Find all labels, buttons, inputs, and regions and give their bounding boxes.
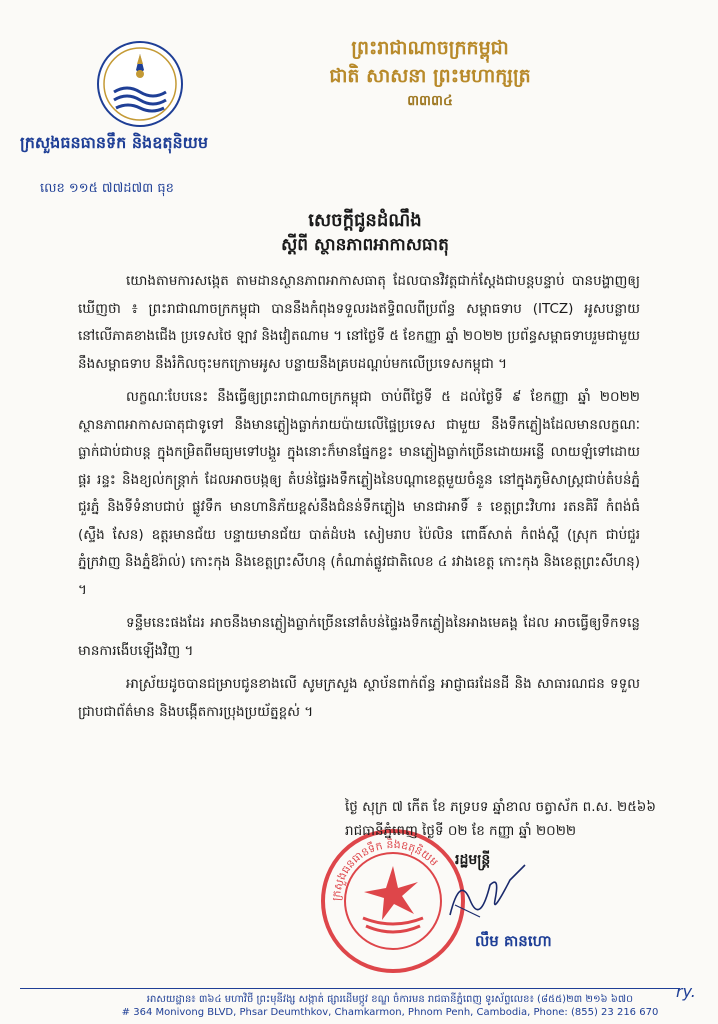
paragraph: យោងតាមការសង្កេត តាមដានស្ថានភាពអាកាសធាតុ ដែលបានវិវត្តជាក់ស្ដែងជាបន្តបន្ទាប់ បានបង្ហាញឲ្យឃើញថា ៖ ព្រះរាជាណាចក្រកម្ពុជា បាននឹងកំពុងទទួលរងឥទ្ធិពលពីប្រព័ន្ធ សម្ពាធទាប (ITCZ) អូសបន្លាយនៅលើភាគខាងជើង ប្រទេសថៃ ឡាវ និងវៀតណាម ។ នៅថ្ងៃទី ៥ ខែកញ្ញា ឆ្នាំ ២០២២ ប្រព័ន្ធសម្ពាធទាបរួមជាមួយនឹងសម្ពាធទាប នឹងរំកិលចុះមកក្រោមអូស បន្លាយនឹងគ្របដណ្ដប់មកលើប្រទេសកម្ពុជា ។ bbox=[78, 273, 640, 372]
signer-name: លឹម គានហោ bbox=[475, 932, 552, 950]
paragraph: ទន្ទឹមនេះផងដែរ អាចនឹងមានភ្លៀងធ្លាក់ច្រើននៅតំបន់ផ្ទៃរងទឹកភ្លៀងនៃអាងមេគង្គ ដែល អាចធ្វើឲ្យទឹកទន្លេ មានការងើបឡើងវិញ ។ bbox=[78, 615, 640, 659]
ministry-logo-icon bbox=[96, 40, 184, 128]
paragraph: អាស្រ័យដូចបានជម្រាបជូនខាងលើ សូមក្រសួង ស្ថាប័នពាក់ព័ន្ធ អាជ្ញាធរដែនដី និង សាធារណជន ទទួលជ្រាបជាព័ត៌មាន និងបង្កើតការប្រុងប្រយ័ត្នខ្ពស់ ។ bbox=[78, 676, 640, 720]
document-title: សេចក្ដីជូនដំណឹង bbox=[308, 210, 422, 231]
paragraph: លក្ខណៈបែបនេះ នឹងធ្វើឲ្យព្រះរាជាណាចក្រកម្ពុជា ចាប់ពីថ្ងៃទី ៥ ដល់ថ្ងៃទី ៩ ខែកញ្ញា ឆ្នាំ ២០២២ ស្ថានភាពអាកាសធាតុជាទូទៅ នឹងមានភ្លៀងធ្លាក់រាយប៉ាយលើផ្ទៃប្រទេស ជាមួយ នឹងទឹកភ្លៀងដែលមានលក្ខណៈធ្លាក់ជាប់ជាបន្ត ក្នុងកម្រិតពីមធ្យមទៅបង្គួរ ក្នុងនោះក៏មានផ្នែកខ្លះ មានភ្លៀងធ្លាក់ច្រើនដោយអន្លើ លាយឡំទៅដោយផ្គរ រន្ទះ និងខ្យល់កន្ត្រាក់ ដែលអាចបង្កឲ្យ តំបន់ផ្ទៃរងទឹកភ្លៀងនៃបណ្ដាខេត្តមួយចំនួន នៅក្នុងភូមិសាស្ត្រជាប់តំបន់ភ្នំ ជួរភ្នំ និងទីទំនាបជាប់ ផ្លូវទឹក មានហានិភ័យខ្ពស់នឹងជំនន់ទឹកភ្លៀង មានជាអាទិ៍ ៖ ខេត្តព្រះវិហារ រតនគិរី កំពង់ធំ (ស្ទឹង សែន) ឧត្ដរមានជ័យ បន្ទាយមានជ័យ បាត់ដំបង សៀមរាប ប៉ៃលិន ពោធិ៍សាត់ កំពង់ស្ពឺ (ស្រុក ជាប់ជួរភ្នំក្រវាញ និងភ្នំឱរ៉ាល់) កោះកុង និងខេត្តព្រះសីហនុ (កំណាត់ផ្លូវជាតិលេខ ៤ រវាងខេត្ត កោះកុង និងខេត្តព្រះសីហនុ) ។ bbox=[78, 389, 640, 598]
reference-number: លេខ ១១៥ ៧៧ដ៧៣ ធុខ bbox=[40, 181, 174, 196]
handwritten-initials: ry. bbox=[676, 982, 696, 1001]
seal-text: ក្រសួងធនធានទឹក និងឧតុនិយម bbox=[329, 837, 441, 902]
footer-address-english: # 364 Monivong BLVD, Phsar Deumthkov, Chamkarmon, Phnom Penh, Cambodia, Phone: (855) 23 216 670 bbox=[121, 1007, 659, 1018]
ministry-name: ក្រសួងធនធានទឹក និងឧតុនិយម bbox=[20, 133, 209, 152]
document-body bbox=[78, 268, 640, 732]
handwritten-signature bbox=[440, 855, 530, 925]
kingdom-name: ព្រះរាជាណាចក្រកម្ពុជា bbox=[351, 37, 509, 59]
document-subtitle: ស្ដីពី ស្ថានភាពអាកាសធាតុ bbox=[281, 235, 449, 255]
signer-title: រដ្ឋមន្ត្រី bbox=[455, 852, 491, 868]
kingdom-header bbox=[270, 34, 590, 112]
footer-address-khmer: អាសយដ្ឋាន៖ ៣៦៤ មហាវិថី ព្រះមុនីវង្ស សង្កាត់ ផ្សារដើមថ្កូវ ខណ្ឌ ចំការមន រាជធានីភ្នំពេញ ទូរស័ព្ទលេខ៖ (៨៥៥)២៣ ២១៦ ៦៧០ bbox=[146, 994, 634, 1005]
national-motto: ជាតិ សាសនា ព្រះមហាក្សត្រ bbox=[329, 65, 531, 87]
solar-date: រាជធានីភ្នំពេញ ថ្ងៃទី ០២ ខែ កញ្ញា ឆ្នាំ ២០២២ bbox=[345, 823, 577, 839]
footer-divider bbox=[20, 988, 680, 989]
lunar-date: ថ្ងៃ សុក្រ ៧ កើត ខែ ភទ្របទ ឆ្នាំខាល ចត្វាស័ក ព.ស. ២៥៦៦ bbox=[345, 799, 656, 815]
header-ornament: ៣៣៣៤ bbox=[407, 93, 453, 109]
